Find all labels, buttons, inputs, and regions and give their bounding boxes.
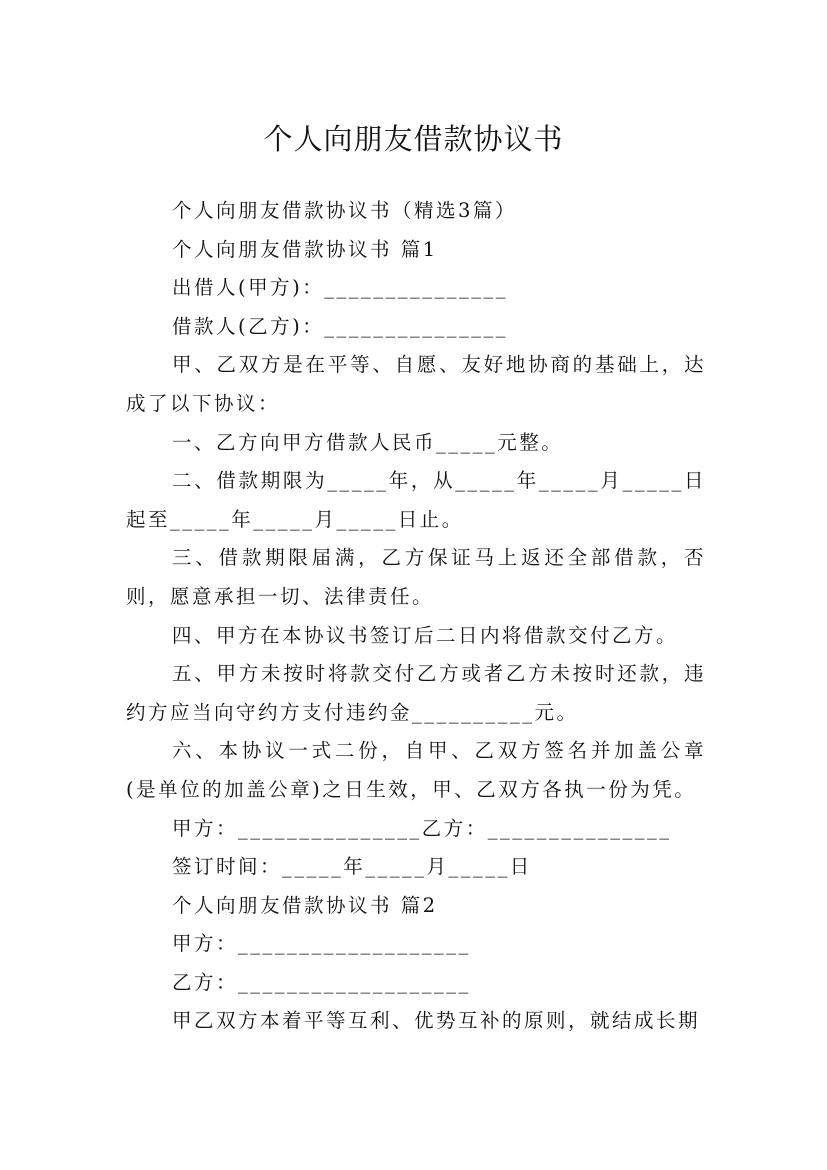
paragraph-section-2-heading: 个人向朋友借款协议书 篇2 xyxy=(172,893,438,917)
paragraph-clause-6: 六、本协议一式二份，自甲、乙双方签名并加盖公章(是单位的加盖公章)之日生效，甲、乙双方各执一份为凭。 xyxy=(126,739,706,801)
paragraph-borrower-line: 借款人(乙方)：_______________ xyxy=(172,314,508,338)
paragraph-party-a-line: 甲方：___________________ xyxy=(172,932,471,956)
paragraph-signature-line: 甲方：_______________乙方：_______________ xyxy=(172,816,672,840)
paragraph-subtitle: 个人向朋友借款协议书（精选3篇） xyxy=(172,199,517,222)
paragraph-clause-3: 三、借款期限届满，乙方保证马上返还全部借款，否则，愿意承担一切、法律责任。 xyxy=(126,546,706,608)
document-title: 个人向朋友借款协议书 xyxy=(263,122,564,157)
paragraph-clause-2: 二、借款期限为_____年，从_____年_____月_____日起至_____年_____月_____日止。 xyxy=(126,469,706,531)
paragraph-section-1-heading: 个人向朋友借款协议书 篇1 xyxy=(172,237,438,261)
paragraph-signing-date: 签订时间：_____年_____月_____日 xyxy=(172,855,532,879)
paragraph-lender-line: 出借人(甲方)：_______________ xyxy=(172,276,508,300)
paragraph-clause-4: 四、甲方在本协议书签订后二日内将借款交付乙方。 xyxy=(172,623,679,647)
paragraph-clause-1: 一、乙方向甲方借款人民币_____元整。 xyxy=(172,430,564,454)
paragraph-section-2-intro: 甲乙双方本着平等互利、优势互补的原则，就结成长期 xyxy=(172,1009,701,1033)
paragraph-party-b-line: 乙方：___________________ xyxy=(172,970,471,994)
paragraph-clause-5: 五、甲方未按时将款交付乙方或者乙方未按时还款，违约方应当向守约方支付违约金__________元。 xyxy=(126,662,706,724)
document-body xyxy=(126,192,706,1041)
paragraph-agreement-intro: 甲、乙双方是在平等、自愿、友好地协商的基础上，达成了以下协议： xyxy=(126,353,706,415)
